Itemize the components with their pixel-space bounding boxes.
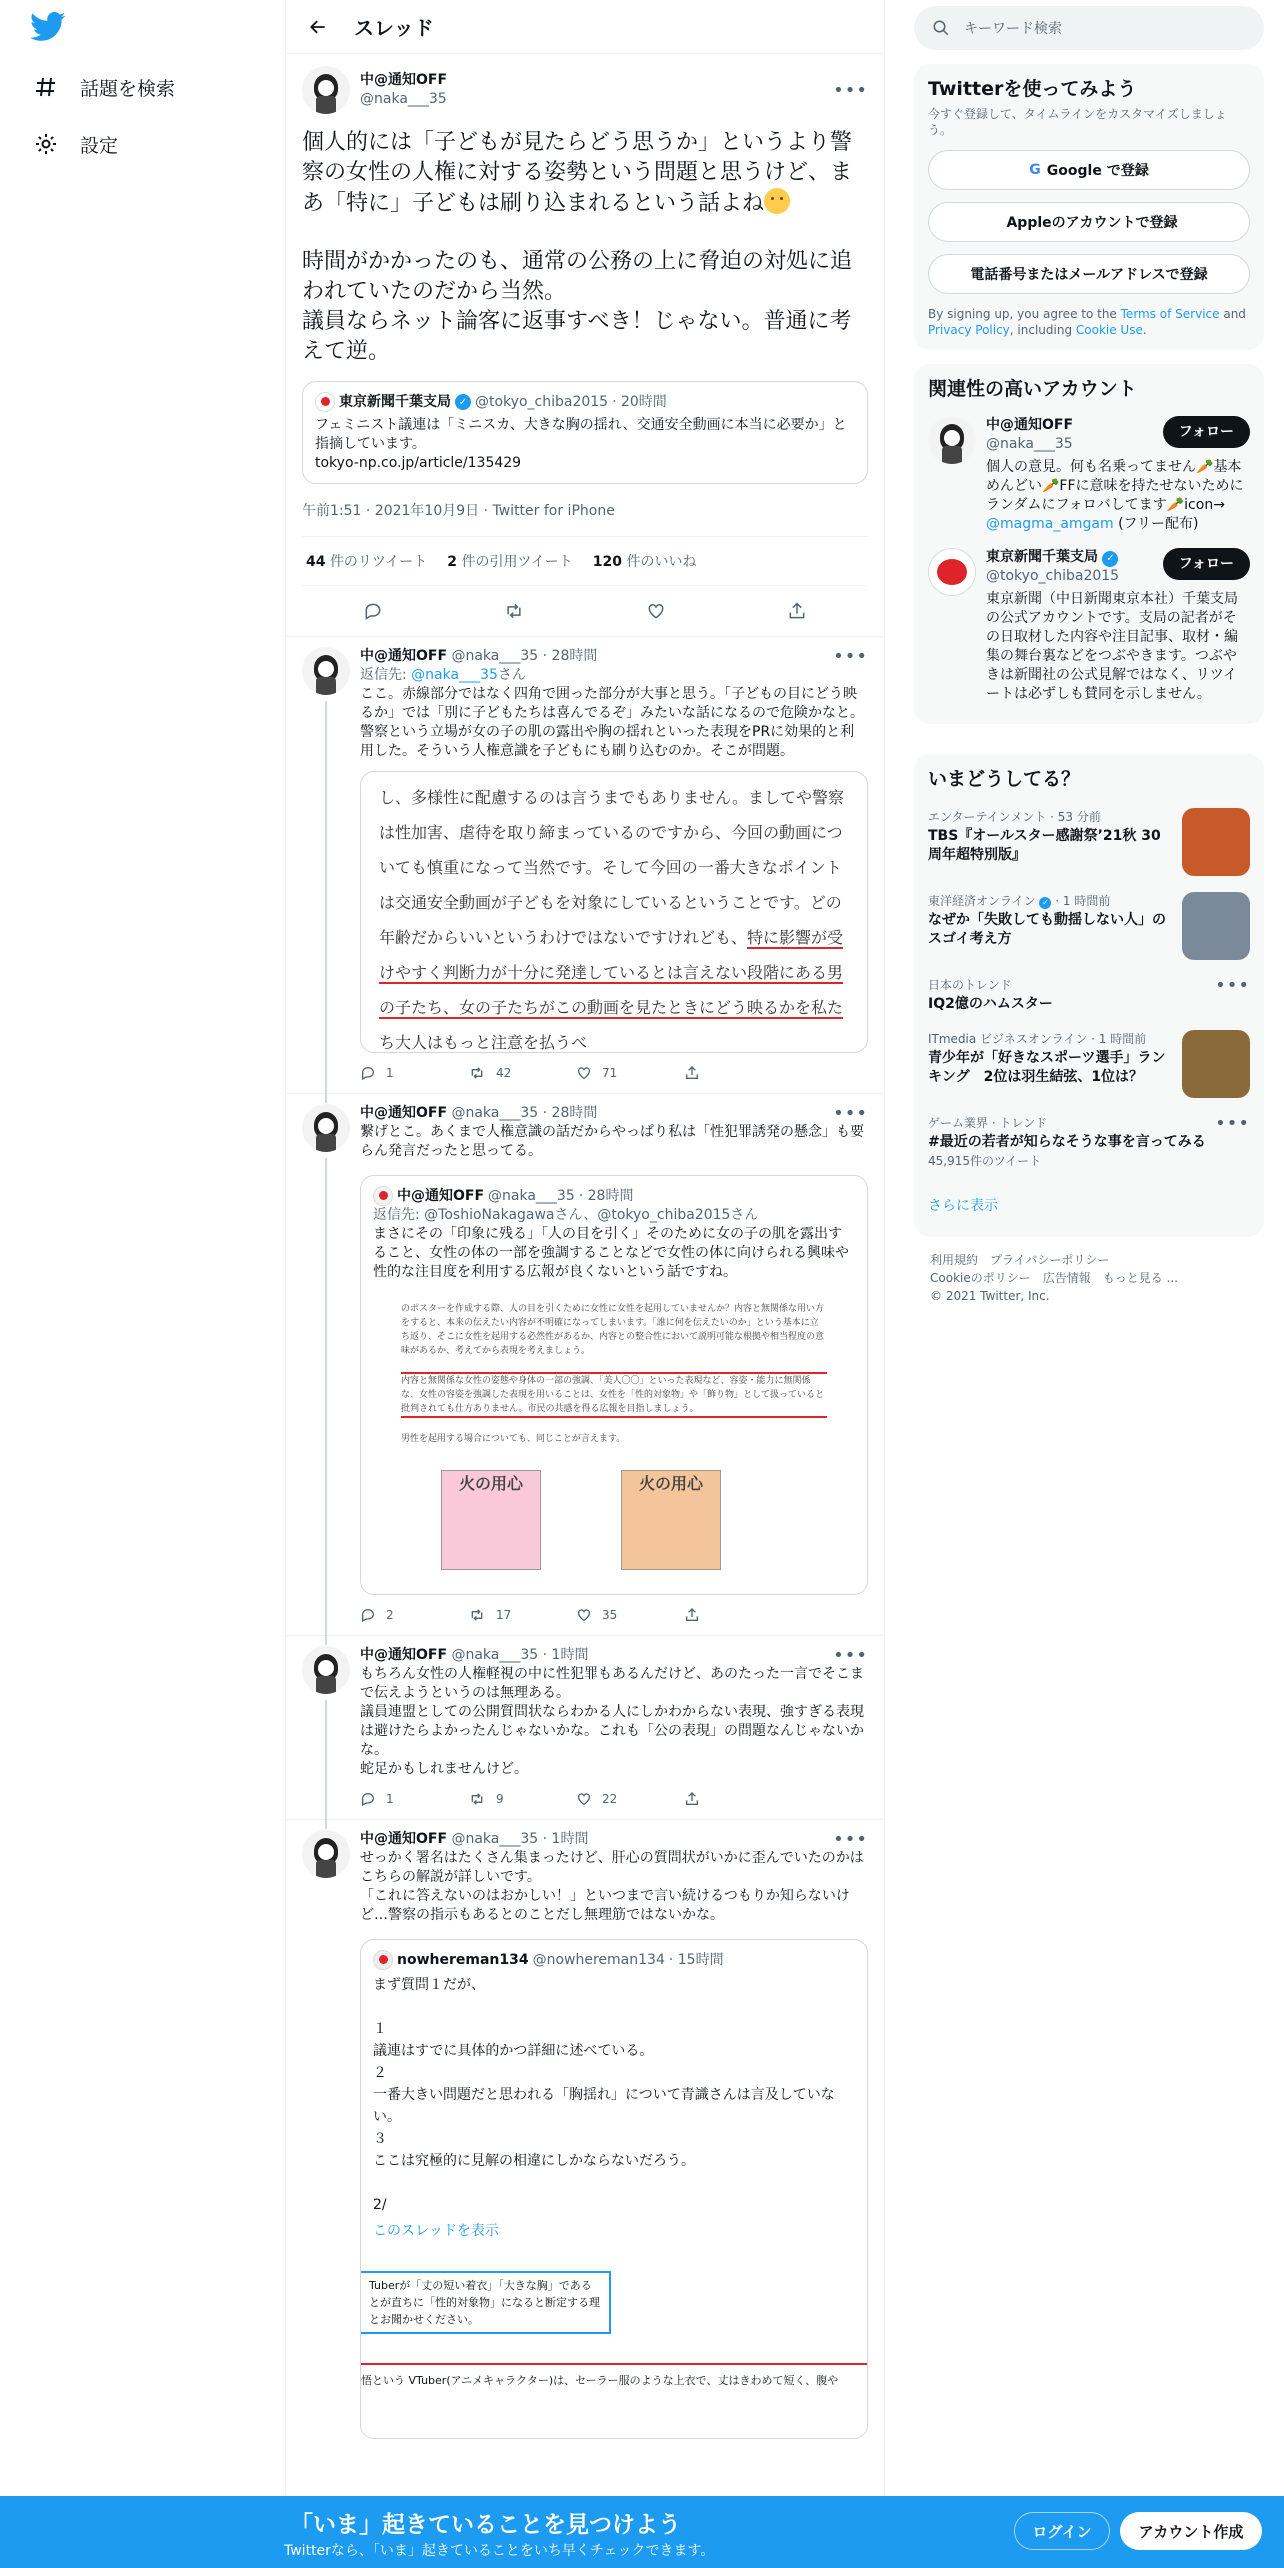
- poster-image: 火の用心: [621, 1470, 721, 1570]
- page-title: スレッド: [354, 16, 434, 40]
- quote-text: まさにその「印象に残る」「人の目を引く」そのために女の子の肌を露出すること、女性の体の一部を強調することなどで女性の体に向けられる興味や性的な注目度を利用する広報が良くないという話ですね。: [373, 1226, 849, 1280]
- image-text: 内容と無関係な女性の姿態や身体の一部の強調、「美人〇〇」といった表現など、容姿・能力に無関係な、女性の容姿を強調した表現を用いることは、女性を「性的対象物」や「飾り物」として扱っていると批判されても仕方ありません。市民の共感を得る広報を目指しましょう。: [401, 1372, 827, 1418]
- signup-subtitle: 今すぐ登録して、タイムラインをカスタマイズしましょう。: [928, 107, 1227, 137]
- account-bio: 個人の意見。何も名乗ってません🥕基本めんどい🥕FFに意味を持たせないためにランダムにフォロバしてます🥕icon→ @magma_amgam (フリー配布): [986, 459, 1244, 532]
- reply-author-handle[interactable]: @naka___35: [451, 1105, 539, 1121]
- quote-image: [361, 1292, 867, 1592]
- image-text: のポスターを作成する際、人の目を引くために女性に女性を起用していませんか？内容と無関係な用い方をすると、本来の伝えたい内容が不明確になってしまいます。「誰に何を伝えたいのか」という基本に立ち返り、そこに女性を起用する必然性があるか、内容との整合性において説明可能な根拠や相当程度の意味があるか、考えてから表現を考えましょう。: [401, 1304, 825, 1356]
- tweet-stats: [302, 537, 868, 586]
- trend-image: [1182, 892, 1250, 960]
- image-text: 悟という VTuber(アニメキャラクター)は、セーラー服のような上衣で、丈はきわめて短く、腹や: [361, 2363, 867, 2396]
- twitter-logo-icon[interactable]: [30, 12, 66, 42]
- thread-column: [285, 0, 885, 2568]
- avatar[interactable]: [302, 1830, 350, 1878]
- quote-avatar: [315, 392, 335, 412]
- apple-signup-button[interactable]: Appleのアカウントで登録: [928, 202, 1250, 242]
- related-accounts: [914, 364, 1264, 724]
- footer: [914, 1251, 1264, 1305]
- reply-time[interactable]: · 28時間: [542, 1105, 598, 1121]
- reply-actions: [360, 1053, 868, 1093]
- share-icon[interactable]: [786, 600, 808, 622]
- account-handle[interactable]: @tokyo_chiba2015: [986, 568, 1120, 584]
- thread-header: [286, 0, 884, 54]
- more-icon[interactable]: •••: [833, 1829, 868, 1850]
- quote-author-handle: @tokyo_chiba2015: [475, 393, 609, 410]
- tweet-text-body: 個人的には「子どもが見たらどう思うか」というより警察の女性の人権に対する姿勢という問題と思うけど、まあ「特に」子どもは刷り込まれるという話よね: [302, 130, 853, 216]
- quote-text: フェミニスト議連は「ミニスカ、大きな胸の揺れ、交通安全動画に本当に必要か」と指摘しています。: [315, 417, 847, 452]
- reply-time[interactable]: · 1時間: [542, 1831, 589, 1847]
- quote-author-name: nowhereman134: [397, 1951, 529, 1968]
- reply-author-name[interactable]: 中@通知OFF: [360, 1647, 448, 1663]
- quoted-tweet[interactable]: [360, 1939, 868, 2439]
- trend-category: ゲーム業界 · トレンド: [928, 1116, 1048, 1130]
- trend-category: エンターテインメント · 53 分前: [928, 810, 1101, 824]
- trend-title: TBS『オールスター感謝祭’21秋 30周年超特別版』: [928, 828, 1161, 863]
- retweet-button[interactable]: 17: [468, 1606, 576, 1625]
- trend-item[interactable]: [928, 808, 1250, 876]
- main-tweet: [286, 54, 884, 637]
- google-signup-button[interactable]: G Google で登録: [928, 150, 1250, 190]
- like-button[interactable]: 71: [576, 1064, 684, 1083]
- related-title: 関連性の高いアカウント: [928, 378, 1137, 400]
- trend-title: なぜか「失敗しても動揺しない人」のスゴイ考え方: [928, 912, 1166, 947]
- reply-to: 返信先: @naka___35さん: [360, 667, 526, 683]
- tweet-meta[interactable]: 午前1:51 · 2021年10月9日 · Twitter for iPhone: [302, 500, 868, 537]
- quote-author-handle: @nowhereman134: [532, 1951, 665, 1968]
- reply-actions: [360, 1595, 868, 1635]
- tweet-text: [302, 128, 868, 219]
- reply-author-name[interactable]: 中@通知OFF: [360, 1831, 448, 1847]
- tweet-text-2: 時間がかかったのも、通常の公務の上に脅迫の対処に追われていたのだから当然。 議員ならネット論客に返事すべき！じゃない。普通に考えて逆。: [302, 249, 853, 364]
- google-icon: G: [1029, 162, 1041, 178]
- footer-links[interactable]: 利用規約 プライバシーポリシー: [930, 1253, 1110, 1267]
- reply-text: せっかく署名はたくさん集まったけど、肝心の質問状がいかに歪んでいたのかはこちらの解説が詳しいです。 「これに答えないのはおかしい！」といつまで言い続けるつもりか知らないけど…警察の指示もあるとのことだし無理筋ではないかな。: [360, 1850, 864, 1923]
- trend-item[interactable]: [928, 1114, 1250, 1171]
- verified-icon: ✓: [1102, 551, 1118, 567]
- image-text: Tuberが「丈の短い着衣」「大きな胸」である とが直ちに「性的対象物」になると断定する理 とお聞かせください。: [361, 2271, 611, 2334]
- reply-tweet[interactable]: [286, 1636, 884, 1820]
- trend-item[interactable]: [928, 976, 1250, 1014]
- account-name[interactable]: 中@通知OFF: [986, 417, 1074, 433]
- follow-button[interactable]: フォロー: [1163, 416, 1250, 448]
- reply-button[interactable]: 2: [360, 1606, 468, 1625]
- quote-author-name: 中@通知OFF: [397, 1187, 485, 1204]
- trend-title: 青少年が「好きなスポーツ選手」ランキング 2位は羽生結弦、1位は？: [928, 1050, 1166, 1085]
- bottom-banner: [0, 2496, 1284, 2568]
- trend-category: ITmedia ビジネスオンライン · 1 時間前: [928, 1032, 1147, 1046]
- reply-text: もちろん女性の人権軽視の中に性犯罪もあるんだけど、あのたった一言でそこまで伝えようというのは無理ある。 議員連盟としての公開質問状ならわかる人にしかわからない表現、強すぎる表現は避けたらよかったんじゃないかな。これも「公の表現」の問題なんじゃないかな。 蛇足かもしれませんけど。: [360, 1666, 864, 1777]
- show-more-link[interactable]: さらに表示: [928, 1198, 998, 1214]
- quote-avatar: [373, 1950, 393, 1970]
- trend-image: [1182, 808, 1250, 876]
- verified-icon: ✓: [1039, 897, 1051, 909]
- back-arrow-icon[interactable]: [300, 9, 336, 45]
- like-button[interactable]: 22: [576, 1790, 684, 1809]
- search-icon: [932, 19, 950, 37]
- bio-link[interactable]: @magma_amgam: [986, 516, 1114, 532]
- terms-link[interactable]: Terms of Service: [1120, 307, 1220, 321]
- reply-author-handle[interactable]: @naka___35: [451, 1831, 539, 1847]
- account-name[interactable]: 東京新聞千葉支局: [986, 549, 1098, 565]
- account-item[interactable]: [928, 416, 1250, 534]
- gear-icon: [32, 130, 60, 158]
- attached-image[interactable]: [360, 771, 868, 1053]
- quote-time: · 15時間: [668, 1951, 724, 1968]
- hashtag-icon: [32, 73, 60, 101]
- reply-tweet[interactable]: [286, 637, 884, 1094]
- trend-title: IQ2億のハムスター: [928, 996, 1053, 1012]
- quote-avatar: [373, 1186, 393, 1206]
- reply-author-name[interactable]: 中@通知OFF: [360, 648, 448, 664]
- share-button[interactable]: [684, 1791, 792, 1807]
- more-icon[interactable]: •••: [1215, 975, 1250, 996]
- reply-button[interactable]: 1: [360, 1064, 468, 1083]
- avatar[interactable]: [302, 647, 350, 695]
- avatar[interactable]: [928, 548, 976, 596]
- reply-time[interactable]: · 28時間: [542, 648, 598, 664]
- quote-time: · 28時間: [578, 1187, 634, 1204]
- quote-reply-to: 返信先: @ToshioNakagawaさん、@tokyo_chiba2015さん: [373, 1207, 759, 1223]
- cookie-link[interactable]: Cookie Use: [1075, 323, 1143, 337]
- show-thread-link[interactable]: このスレッドを表示: [373, 2223, 499, 2239]
- like-icon[interactable]: [645, 600, 667, 622]
- trend-item[interactable]: [928, 1030, 1250, 1098]
- avatar[interactable]: [302, 66, 350, 114]
- follow-button[interactable]: フォロー: [1163, 548, 1250, 580]
- reply-time[interactable]: · 1時間: [542, 1647, 589, 1663]
- like-count[interactable]: 120 件のいいね: [592, 554, 697, 570]
- nav-settings-label: 設定: [80, 134, 119, 157]
- author-name[interactable]: 中@通知OFF: [360, 72, 448, 88]
- poster-image: 火の用心: [441, 1470, 541, 1570]
- quote-url[interactable]: tokyo-np.co.jp/article/135429: [315, 455, 522, 471]
- reply-text: ここ。赤線部分ではなく四角で囲った部分が大事と思う。「子どもの目にどう映るか」では「別に子どもたちは喜んでるぞ」みたいな話になるので危険かなと。 警察という立場が女の子の肌の露出や胸の揺れといった表現をPRに効果的と利用した。そういう人権意識を子どもにも刷り込むのか。そこが問題。: [360, 686, 864, 759]
- reply-author-name[interactable]: 中@通知OFF: [360, 1105, 448, 1121]
- more-icon[interactable]: •••: [833, 1645, 868, 1666]
- right-sidebar: [914, 0, 1264, 1305]
- quoted-tweet[interactable]: [302, 381, 868, 484]
- trends-card: [914, 754, 1264, 1237]
- reply-to-handle[interactable]: @naka___35: [411, 667, 498, 683]
- reply-author-handle[interactable]: @naka___35: [451, 1647, 539, 1663]
- reply-actions: [360, 1779, 868, 1819]
- nav-settings[interactable]: [32, 124, 118, 164]
- quote-author-handle: @naka___35: [488, 1187, 575, 1204]
- reply-tweet[interactable]: [286, 1094, 884, 1636]
- signup-terms: By signing up, you agree to the Terms of Service and Privacy Policy, including Cookie Use.: [928, 307, 1246, 337]
- avatar[interactable]: [302, 1104, 350, 1152]
- reply-author-handle[interactable]: @naka___35: [451, 648, 539, 664]
- retweet-count[interactable]: 44 件のリツイート: [306, 554, 428, 570]
- signup-card: [914, 64, 1264, 350]
- banner-subtitle: Twitterなら、「いま」起きていることをいち早くチェックできます。: [284, 2543, 715, 2559]
- trend-category: 日本のトレンド: [928, 978, 1012, 992]
- nav-explore-label: 話題を検索: [80, 77, 176, 100]
- share-button[interactable]: [684, 1065, 792, 1081]
- signup-title: Twitterを使ってみよう: [928, 78, 1137, 100]
- avatar[interactable]: [302, 1646, 350, 1694]
- image-text: 男性を起用する場合についても、同じことが言えます。: [401, 1434, 626, 1444]
- reply-text: 繋げとこ。あくまで人権意識の話だからやっぱり私は「性犯罪誘発の懸念」も要らん発言だったと思ってる。: [360, 1124, 864, 1159]
- more-icon[interactable]: •••: [1215, 1113, 1250, 1134]
- copyright: © 2021 Twitter, Inc.: [930, 1289, 1050, 1303]
- trends-title: いまどうしてる？: [928, 768, 1081, 790]
- trend-title: #最近の若者が知らなそうな事を言ってみる: [928, 1134, 1206, 1150]
- footer-links[interactable]: Cookieのポリシー 広告情報 もっと見る ...: [930, 1271, 1178, 1285]
- quoted-tweet[interactable]: [360, 1175, 868, 1595]
- trend-item[interactable]: [928, 892, 1250, 960]
- quote-count[interactable]: 2 件の引用ツイート: [447, 554, 573, 570]
- banner-title: 「いま」起きていることを見つけよう: [290, 2512, 681, 2538]
- tweet-actions: [302, 586, 868, 636]
- trend-image: [1182, 1030, 1250, 1098]
- like-button[interactable]: 35: [576, 1606, 684, 1625]
- retweet-button[interactable]: 42: [468, 1064, 576, 1083]
- search-input[interactable]: [914, 6, 1264, 50]
- reply-icon[interactable]: [362, 600, 384, 622]
- login-button[interactable]: ログイン: [1014, 2512, 1110, 2550]
- reply-button[interactable]: 1: [360, 1790, 468, 1809]
- thinking-face-icon: [764, 188, 790, 214]
- phone-signup-button[interactable]: 電話番号またはメールアドレスで登録: [928, 254, 1250, 294]
- quote-time: · 20時間: [612, 393, 667, 410]
- avatar[interactable]: [928, 416, 976, 464]
- signup-button[interactable]: アカウント作成: [1120, 2512, 1262, 2550]
- share-button[interactable]: [684, 1607, 792, 1623]
- more-icon[interactable]: •••: [833, 1103, 868, 1124]
- nav-explore[interactable]: [32, 67, 175, 107]
- quote-text: まず質問１だが、 １ 議連はすでに具体的かつ詳細に述べている。 ２ 一番大きい問題だと思われる「胸揺れ」について青識さんは言及していない。 ３ ここは究極的に見解の相違にしかならないだろう。 2/: [373, 1977, 835, 2213]
- retweet-icon[interactable]: [503, 600, 525, 622]
- account-item[interactable]: [928, 548, 1250, 704]
- reply-tweet[interactable]: [286, 1820, 884, 2439]
- more-icon[interactable]: •••: [833, 79, 868, 101]
- search-placeholder: キーワード検索: [964, 21, 1062, 37]
- privacy-link[interactable]: Privacy Policy: [928, 323, 1010, 337]
- verified-icon: ✓: [455, 394, 471, 410]
- quote-image: [361, 2271, 867, 2439]
- left-nav: [0, 0, 285, 2568]
- more-icon[interactable]: •••: [833, 646, 868, 667]
- author-handle[interactable]: @naka___35: [360, 91, 447, 107]
- trend-category: 東洋経済オンライン ✓ · 1 時間前: [928, 894, 1111, 908]
- account-handle[interactable]: @naka___35: [986, 436, 1073, 452]
- trend-tweet-count: 45,915件のツイート: [928, 1154, 1042, 1168]
- retweet-button[interactable]: 9: [468, 1790, 576, 1809]
- quote-author-name: 東京新聞千葉支局: [339, 393, 451, 410]
- image-text: し、多様性に配慮するのは言うまでもありません。ましてや警察は性加害、虐待を取り締まっているのですから、今回の動画についても慎重になって当然です。そして今回の一番大きなポイントは交通安全動画が子どもを対象にしているということです。どの年齢だからいいというわけではないですけれども、特に影響が受けやすく判断力が十分に発達しているとは言えない段階にある男の子たち、女の子たちがこの動画を見たときにどう映るかを私たち大人はもっと注意を払うべ: [379, 788, 844, 1052]
- account-bio: 東京新聞（中日新聞東京本社）千葉支局の公式アカウントです。支局の記者がその日取材した内容や注目記事、取材・編集の舞台裏などをつぶやきます。つぶやきは新聞社の公式見解ではなく、リツイートは必ずしも賛同を示しません。: [986, 591, 1238, 702]
